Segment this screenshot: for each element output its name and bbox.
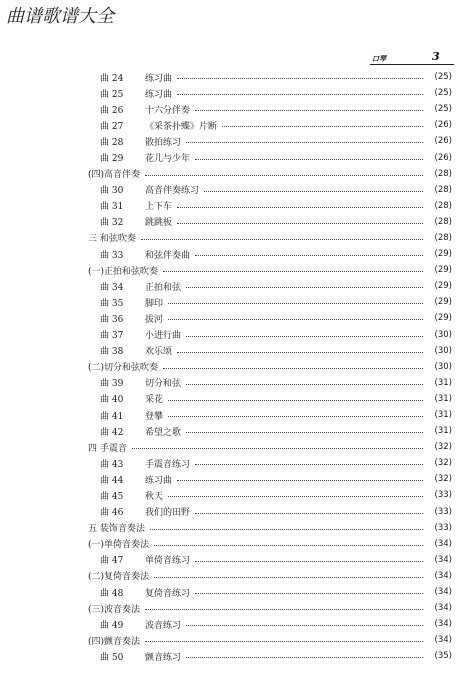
dot-leader — [154, 577, 423, 578]
toc-entry — [88, 149, 452, 165]
toc-entry — [88, 471, 452, 487]
toc-entry-title: 登攀 — [145, 411, 164, 422]
toc-entry-page: (28) — [434, 184, 452, 195]
toc-entry-title: (二)复倚音奏法 — [88, 572, 150, 583]
toc-entry-title: 《采茶扑蝶》片断 — [145, 121, 218, 132]
dot-leader — [145, 641, 423, 642]
toc-entry-title: 高音伴奏练习 — [145, 186, 200, 197]
toc-entry-page: (25) — [434, 72, 452, 83]
dot-leader — [168, 319, 423, 320]
toc-entry-number: 曲 38 — [100, 347, 124, 358]
toc-section-heading — [88, 568, 452, 584]
dot-leader — [195, 561, 423, 562]
toc-entry — [88, 198, 452, 214]
toc-entry — [88, 327, 452, 343]
dot-leader — [163, 271, 423, 272]
toc-entry-page: (32) — [434, 442, 452, 453]
toc-entry-title: 脚印 — [145, 298, 164, 309]
running-head: 口琴 — [372, 55, 386, 63]
toc-entry-page: (30) — [434, 361, 452, 372]
toc-entry-title: 复倚音练习 — [145, 588, 191, 599]
toc-entry-number: 曲 30 — [100, 186, 124, 197]
dot-leader — [168, 400, 423, 401]
toc-entry-title: (三)波音奏法 — [88, 604, 141, 615]
toc-entry-number: 曲 50 — [100, 652, 124, 663]
toc-entry-title: (二)切分和弦吹奏 — [88, 363, 159, 374]
dot-leader — [177, 480, 423, 481]
toc-entry-title: 我们的田野 — [145, 508, 191, 519]
toc-entry-title: 波音练习 — [145, 620, 182, 631]
toc-entry-number: 曲 44 — [100, 475, 124, 486]
dot-leader — [163, 368, 423, 369]
dot-leader — [177, 207, 423, 208]
toc-entry-number: 曲 45 — [100, 491, 124, 502]
toc-entry-page: (34) — [434, 554, 452, 565]
dot-leader — [186, 657, 423, 658]
toc-entry-title: 手震音练习 — [145, 459, 191, 470]
toc-entry-number: 曲 36 — [100, 314, 124, 325]
toc-entry-page: (29) — [434, 297, 452, 308]
toc-entry-page: (32) — [434, 458, 452, 469]
dot-leader — [150, 529, 423, 530]
toc-entry-page: (34) — [434, 603, 452, 614]
dot-leader — [145, 175, 423, 176]
table-of-contents — [88, 69, 452, 664]
toc-entry-number: 曲 34 — [100, 282, 124, 293]
toc-entry-title: 和弦伴奏曲 — [145, 250, 191, 261]
toc-entry-title: 上下车 — [145, 202, 173, 213]
toc-entry-page: (30) — [434, 345, 452, 356]
toc-entry-title: 十六分伴奏 — [145, 105, 191, 116]
dot-leader — [177, 78, 423, 79]
toc-entry — [88, 294, 452, 310]
toc-entry-number: 曲 31 — [100, 202, 124, 213]
toc-entry-number: 曲 33 — [100, 250, 124, 261]
toc-entry-title: 拔河 — [145, 314, 164, 325]
toc-entry-page: (29) — [434, 313, 452, 324]
toc-entry — [88, 616, 452, 632]
dot-leader — [186, 625, 423, 626]
dot-leader — [168, 303, 423, 304]
dot-leader — [186, 384, 423, 385]
toc-entry — [88, 407, 452, 423]
dot-leader — [177, 94, 423, 95]
toc-entry-page: (34) — [434, 619, 452, 630]
toc-entry-page: (29) — [434, 265, 452, 276]
toc-entry-title: 练习曲 — [145, 475, 173, 486]
dot-leader — [195, 464, 423, 465]
toc-entry-title: 希望之歌 — [145, 427, 182, 438]
toc-entry — [88, 310, 452, 326]
page-number: 3 — [432, 50, 440, 63]
toc-entry-title: 四 手震音 — [88, 443, 127, 454]
toc-entry — [88, 504, 452, 520]
toc-entry — [88, 487, 452, 503]
toc-entry — [88, 278, 452, 294]
dot-leader — [186, 142, 423, 143]
toc-entry-title: (四)高音伴奏 — [88, 170, 141, 181]
dot-leader — [186, 336, 423, 337]
dot-leader — [168, 496, 423, 497]
toc-entry-title: 单倚音练习 — [145, 556, 191, 567]
toc-entry-number: 曲 46 — [100, 508, 124, 519]
toc-section-heading — [88, 439, 452, 455]
toc-entry-number: 曲 27 — [100, 121, 124, 132]
toc-section-heading — [88, 520, 452, 536]
toc-entry-page: (31) — [434, 377, 452, 388]
dot-leader — [177, 223, 423, 224]
dot-leader — [222, 126, 423, 127]
toc-entry — [88, 101, 452, 117]
toc-section-heading — [88, 166, 452, 182]
dot-leader — [145, 609, 423, 610]
toc-entry-number: 曲 37 — [100, 331, 124, 342]
dot-leader — [195, 255, 423, 256]
dot-leader — [154, 545, 423, 546]
dot-leader — [186, 287, 423, 288]
toc-entry-page: (34) — [434, 587, 452, 598]
toc-entry-page: (33) — [434, 490, 452, 501]
toc-entry — [88, 69, 452, 85]
toc-entry-page: (32) — [434, 474, 452, 485]
toc-entry — [88, 455, 452, 471]
toc-entry-title: 正拍和弦 — [145, 282, 182, 293]
dot-leader — [195, 159, 423, 160]
toc-entry — [88, 133, 452, 149]
toc-section-heading — [88, 359, 452, 375]
dot-leader — [168, 416, 423, 417]
toc-entry-number: 曲 47 — [100, 556, 124, 567]
toc-entry-title: 练习曲 — [145, 73, 173, 84]
toc-entry-title: 采花 — [145, 395, 164, 406]
toc-section-heading — [88, 230, 452, 246]
toc-entry-title: 跳跳板 — [145, 218, 173, 229]
toc-section-heading — [88, 632, 452, 648]
toc-entry-title: (一)单倚音奏法 — [88, 540, 150, 551]
toc-entry-number: 曲 39 — [100, 379, 124, 390]
toc-section-heading — [88, 536, 452, 552]
toc-entry-number: 曲 40 — [100, 395, 124, 406]
header-rule — [370, 64, 454, 65]
toc-entry — [88, 246, 452, 262]
dot-leader — [195, 110, 423, 111]
toc-entry-page: (26) — [434, 136, 452, 147]
toc-entry-title: 花儿与少年 — [145, 154, 191, 165]
toc-entry-page: (30) — [434, 329, 452, 340]
toc-entry — [88, 584, 452, 600]
dot-leader — [195, 593, 423, 594]
toc-entry-title: 练习曲 — [145, 89, 173, 100]
toc-entry-page: (28) — [434, 216, 452, 227]
toc-entry-page: (34) — [434, 538, 452, 549]
dot-leader — [186, 432, 423, 433]
toc-entry-number: 曲 28 — [100, 137, 124, 148]
toc-entry-page: (26) — [434, 152, 452, 163]
dot-leader — [204, 191, 423, 192]
toc-entry-number: 曲 29 — [100, 154, 124, 165]
toc-entry-number: 曲 24 — [100, 73, 124, 84]
toc-entry-title: 秋天 — [145, 491, 164, 502]
toc-entry-title: 散拍练习 — [145, 137, 182, 148]
toc-entry-title: 三 和弦吹奏 — [88, 234, 136, 245]
toc-entry-page: (34) — [434, 570, 452, 581]
toc-entry-title: 小进行曲 — [145, 331, 182, 342]
toc-entry-page: (28) — [434, 232, 452, 243]
toc-entry-number: 曲 49 — [100, 620, 124, 631]
toc-entry — [88, 552, 452, 568]
toc-entry-title: (一)正拍和弦吹奏 — [88, 266, 159, 277]
toc-entry-title: 颤音练习 — [145, 652, 182, 663]
toc-entry — [88, 391, 452, 407]
toc-entry-page: (31) — [434, 410, 452, 421]
toc-entry — [88, 85, 452, 101]
toc-entry-title: (四)颤音奏法 — [88, 636, 141, 647]
toc-entry-number: 曲 43 — [100, 459, 124, 470]
toc-entry-number: 曲 25 — [100, 89, 124, 100]
toc-entry-page: (29) — [434, 281, 452, 292]
toc-entry-number: 曲 41 — [100, 411, 124, 422]
toc-entry-page: (31) — [434, 393, 452, 404]
toc-entry-page: (33) — [434, 522, 452, 533]
toc-entry-page: (26) — [434, 120, 452, 131]
toc-entry-page: (33) — [434, 506, 452, 517]
site-watermark: 曲谱歌谱大全 — [6, 6, 114, 27]
dot-leader — [132, 448, 423, 449]
toc-entry-number: 曲 48 — [100, 588, 124, 599]
toc-entry-title: 五 装饰音奏法 — [88, 524, 145, 535]
toc-entry-title: 切分和弦 — [145, 379, 182, 390]
toc-entry — [88, 375, 452, 391]
toc-entry — [88, 423, 452, 439]
toc-section-heading — [88, 600, 452, 616]
toc-entry-page: (28) — [434, 168, 452, 179]
toc-entry-page: (35) — [434, 651, 452, 662]
toc-entry-page: (31) — [434, 426, 452, 437]
toc-entry — [88, 343, 452, 359]
toc-entry — [88, 214, 452, 230]
toc-entry-number: 曲 26 — [100, 105, 124, 116]
toc-entry-page: (29) — [434, 249, 452, 260]
toc-entry-page: (34) — [434, 635, 452, 646]
toc-entry-page: (25) — [434, 88, 452, 99]
toc-entry — [88, 117, 452, 133]
toc-entry — [88, 182, 452, 198]
dot-leader — [141, 239, 423, 240]
toc-entry-page: (28) — [434, 200, 452, 211]
dot-leader — [195, 513, 423, 514]
toc-entry-page: (25) — [434, 104, 452, 115]
toc-entry-number: 曲 35 — [100, 298, 124, 309]
toc-entry-title: 欢乐颂 — [145, 347, 173, 358]
toc-section-heading — [88, 262, 452, 278]
toc-entry-number: 曲 32 — [100, 218, 124, 229]
toc-entry — [88, 648, 452, 664]
dot-leader — [177, 352, 423, 353]
toc-entry-number: 曲 42 — [100, 427, 124, 438]
